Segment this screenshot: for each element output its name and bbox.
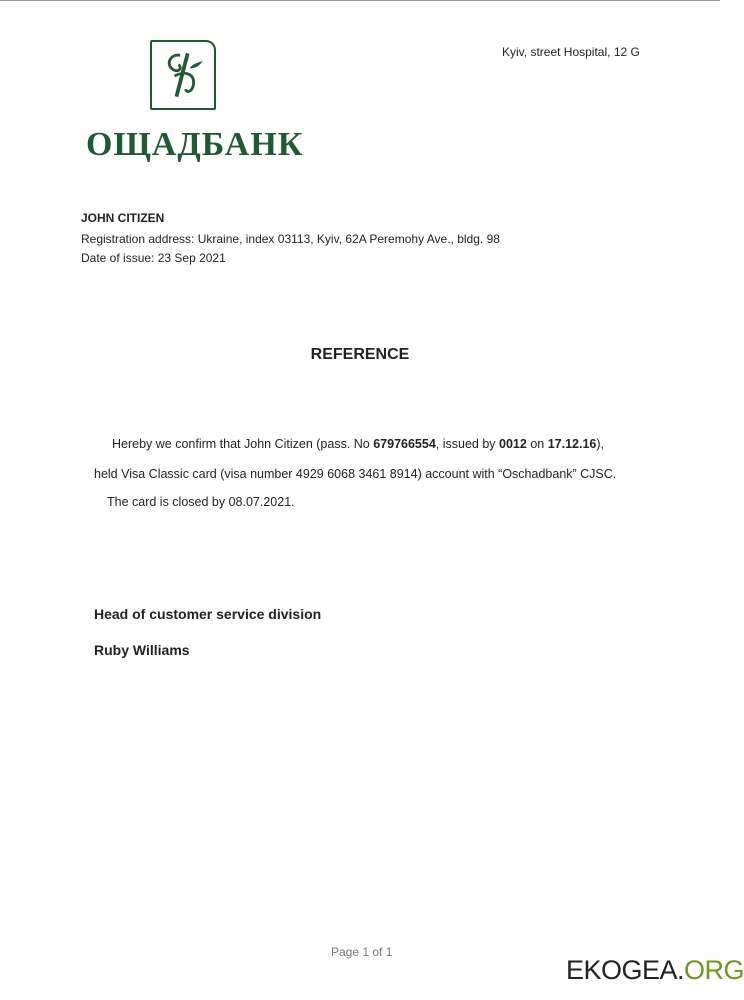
bank-name-logo: ОЩАДБАНК <box>86 126 304 163</box>
watermark-text: EKOGEA. <box>566 955 685 985</box>
document-title: REFERENCE <box>310 346 410 363</box>
oschadbank-logo-icon <box>150 40 216 110</box>
body-line-2: held Visa Classic card (visa number 4929 6068 3461 8914) account with “Oschadbank” CJSC. <box>94 467 617 481</box>
body-text: ), <box>596 437 605 451</box>
body-line-3: The card is closed by 08.07.2021. <box>107 495 295 509</box>
body-line-1 <box>112 437 604 451</box>
body-text: on <box>526 437 548 451</box>
watermark <box>566 955 744 986</box>
body-text: , issued by <box>435 437 500 451</box>
client-name: JOHN CITIZEN <box>81 211 165 225</box>
signatory-position: Head of customer service division <box>94 606 322 622</box>
bank-address: Kyiv, street Hospital, 12 G <box>502 45 640 59</box>
page-top-border <box>0 0 720 1</box>
date-of-issue: Date of issue: 23 Sep 2021 <box>81 251 226 265</box>
registration-address: Registration address: Ukraine, index 03113, Kyiv, 62A Peremohy Ave., bldg. 98 <box>81 232 500 246</box>
issuer-code: 0012 <box>499 437 527 451</box>
passport-number: 679766554 <box>373 437 436 451</box>
issue-date: 17.12.16 <box>547 437 597 451</box>
body-text: Hereby we confirm that John Citizen (pass. No <box>112 437 374 451</box>
signatory-name: Ruby Williams <box>94 642 190 658</box>
page-number: Page 1 of 1 <box>331 945 393 959</box>
watermark-tld: ORG <box>684 955 744 985</box>
